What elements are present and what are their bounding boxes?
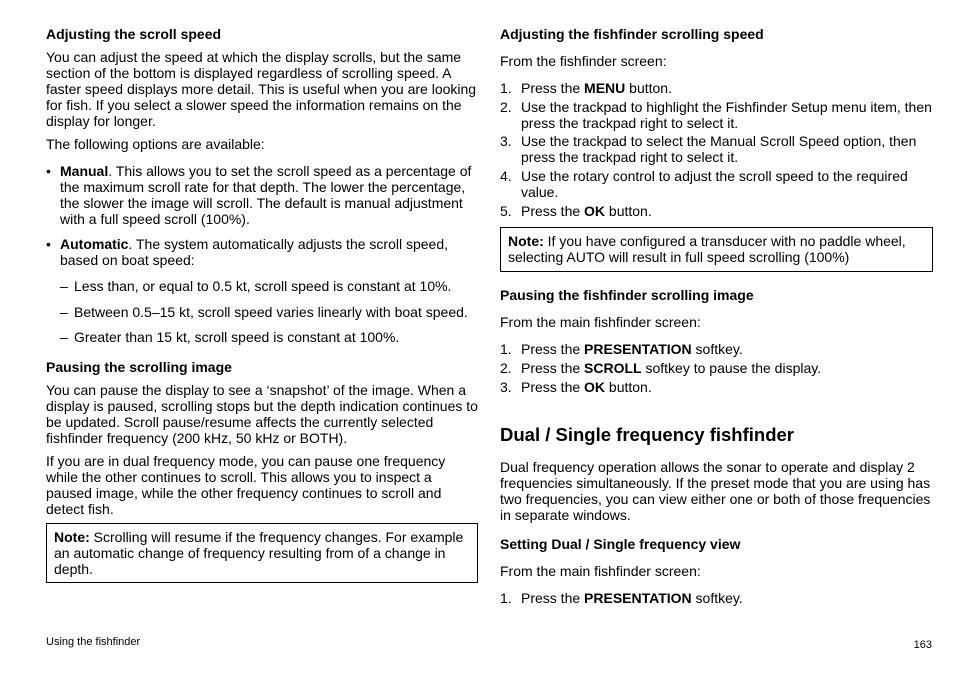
step-text: Press the: [521, 379, 585, 395]
step-4-rotary-control: [500, 168, 933, 200]
dual-step-1-presentation: [500, 590, 933, 606]
step-text: Press the: [521, 341, 585, 357]
bullet-label-automatic: Automatic: [60, 236, 129, 252]
bullet-item-manual: [46, 163, 478, 227]
step-number: 2.: [500, 360, 512, 376]
dash-marker: –: [60, 278, 68, 294]
step-text: softkey.: [691, 590, 743, 606]
step-key-ok: OK: [584, 379, 606, 395]
heading-dual-single-frequency-fishfinder: Dual / Single frequency fishfinder: [500, 424, 794, 445]
dash-text: Greater than 15 kt, scroll speed is constant at 100%.: [74, 329, 400, 345]
step-3-manual-scroll-speed: [500, 133, 933, 165]
step-number: 5.: [500, 203, 512, 219]
step-text: Press the: [521, 203, 585, 219]
page-number: 163: [913, 639, 932, 651]
note-text: Scrolling will resume if the frequency changes. For example an automatic change of frequency resulting from of a change in depth.: [54, 529, 464, 577]
paragraph-from-main-fishfinder-screen: From the main fishfinder screen:: [500, 314, 701, 330]
heading-setting-dual-single-view: Setting Dual / Single frequency view: [500, 536, 741, 552]
pause-step-3-ok: [500, 379, 933, 395]
paragraph-dual-frequency-operation: Dual frequency operation allows the sonar to operate and display 2 frequencies simultaneously. If the preset mode that you are using has two frequencies, you can view either one or both of those frequencies in separate windows.: [500, 459, 931, 523]
note-label: Note:: [508, 233, 544, 249]
step-number: 2.: [500, 99, 512, 115]
step-text: Press the: [521, 80, 585, 96]
step-1-press-menu: [500, 80, 933, 96]
dash-text: Between 0.5–15 kt, scroll speed varies linearly with boat speed.: [74, 304, 468, 320]
step-text: Use the trackpad to highlight the Fishfinder Setup menu item, then press the trackpad right to select it.: [521, 99, 932, 131]
step-number: 4.: [500, 168, 512, 184]
step-text: softkey.: [691, 341, 743, 357]
step-text: button.: [625, 80, 672, 96]
step-key-menu: MENU: [584, 80, 626, 96]
step-number: 3.: [500, 133, 512, 149]
dash-marker: –: [60, 329, 68, 345]
step-key-presentation: PRESENTATION: [584, 341, 692, 357]
note-label: Note:: [54, 529, 90, 545]
heading-adjusting-scroll-speed: Adjusting the scroll speed: [46, 26, 222, 42]
bullet-text-manual: . This allows you to set the scroll speed as a percentage of the maximum scroll rate for that depth. The lower the percentage, the slower the image will scroll. The default is manual adjustment with a full speed scroll (100%).: [60, 163, 472, 227]
step-text: Press the: [521, 360, 585, 376]
bullet-item-automatic: [46, 236, 478, 268]
step-5-press-ok: [500, 203, 933, 219]
step-number: 1.: [500, 341, 512, 357]
note-text: If you have configured a transducer with no paddle wheel, selecting AUTO will result in full speed scrolling (100%): [508, 233, 906, 265]
step-key-presentation: PRESENTATION: [584, 590, 692, 606]
footer-section-title: Using the fishfinder: [46, 636, 141, 648]
pause-step-2-scroll: [500, 360, 933, 376]
paragraph-pause-display: You can pause the display to see a ‘snapshot’ of the image. When a display is paused, scrolling stops but the depth indication continues to be updated. Scroll pause/resume affects the currently selected fishfinder frequency (200 kHz, 50 kHz or BOTH).: [46, 382, 478, 446]
step-key-scroll: SCROLL: [584, 360, 642, 376]
heading-pausing-scrolling-image: Pausing the scrolling image: [46, 359, 232, 375]
bullet-marker: •: [46, 163, 51, 179]
dash-item-greater-than: [60, 329, 478, 345]
dash-item-between: [60, 304, 478, 320]
pause-step-1-presentation: [500, 341, 933, 357]
bullet-text-automatic: . The system automatically adjusts the scroll speed, based on boat speed:: [60, 236, 449, 268]
step-text: Use the rotary control to adjust the scroll speed to the required value.: [521, 168, 908, 200]
paragraph-from-main-fishfinder-screen-2: From the main fishfinder screen:: [500, 563, 701, 579]
paragraph-options-available: The following options are available:: [46, 136, 265, 152]
step-text: button.: [605, 379, 652, 395]
step-text: button.: [605, 203, 652, 219]
dash-marker: –: [60, 304, 68, 320]
paragraph-dual-frequency-pause: If you are in dual frequency mode, you can pause one frequency while the other continues to scroll. This allows you to inspect a paused image, while the other frequency continues to scroll and detect fish.: [46, 453, 446, 517]
bullet-label-manual: Manual: [60, 163, 109, 179]
step-2-highlight-setup: [500, 99, 933, 131]
step-key-ok: OK: [584, 203, 606, 219]
bullet-marker: •: [46, 236, 51, 252]
note-box-frequency-change: [46, 523, 478, 583]
step-number: 3.: [500, 379, 512, 395]
heading-pausing-fishfinder-scrolling-image: Pausing the fishfinder scrolling image: [500, 287, 754, 303]
step-number: 1.: [500, 80, 512, 96]
paragraph-scroll-speed-intro: You can adjust the speed at which the display scrolls, but the same section of the bottom is displayed regardless of scrolling speed. A faster speed displays more detail. This is useful when you are looking for fish. If you select a slower speed the information remains on the display for longer.: [46, 49, 477, 129]
note-box-paddle-wheel: [500, 227, 933, 272]
paragraph-from-fishfinder-screen: From the fishfinder screen:: [500, 53, 667, 69]
dash-text: Less than, or equal to 0.5 kt, scroll speed is constant at 10%.: [74, 278, 452, 294]
step-text: Press the: [521, 590, 585, 606]
heading-adjusting-fishfinder-scrolling-speed: Adjusting the fishfinder scrolling speed: [500, 26, 764, 42]
dash-item-less-than: [60, 278, 478, 294]
step-text: Use the trackpad to select the Manual Scroll Speed option, then press the trackpad right to select it.: [521, 133, 917, 165]
step-text: softkey to pause the display.: [641, 360, 822, 376]
step-number: 1.: [500, 590, 512, 606]
